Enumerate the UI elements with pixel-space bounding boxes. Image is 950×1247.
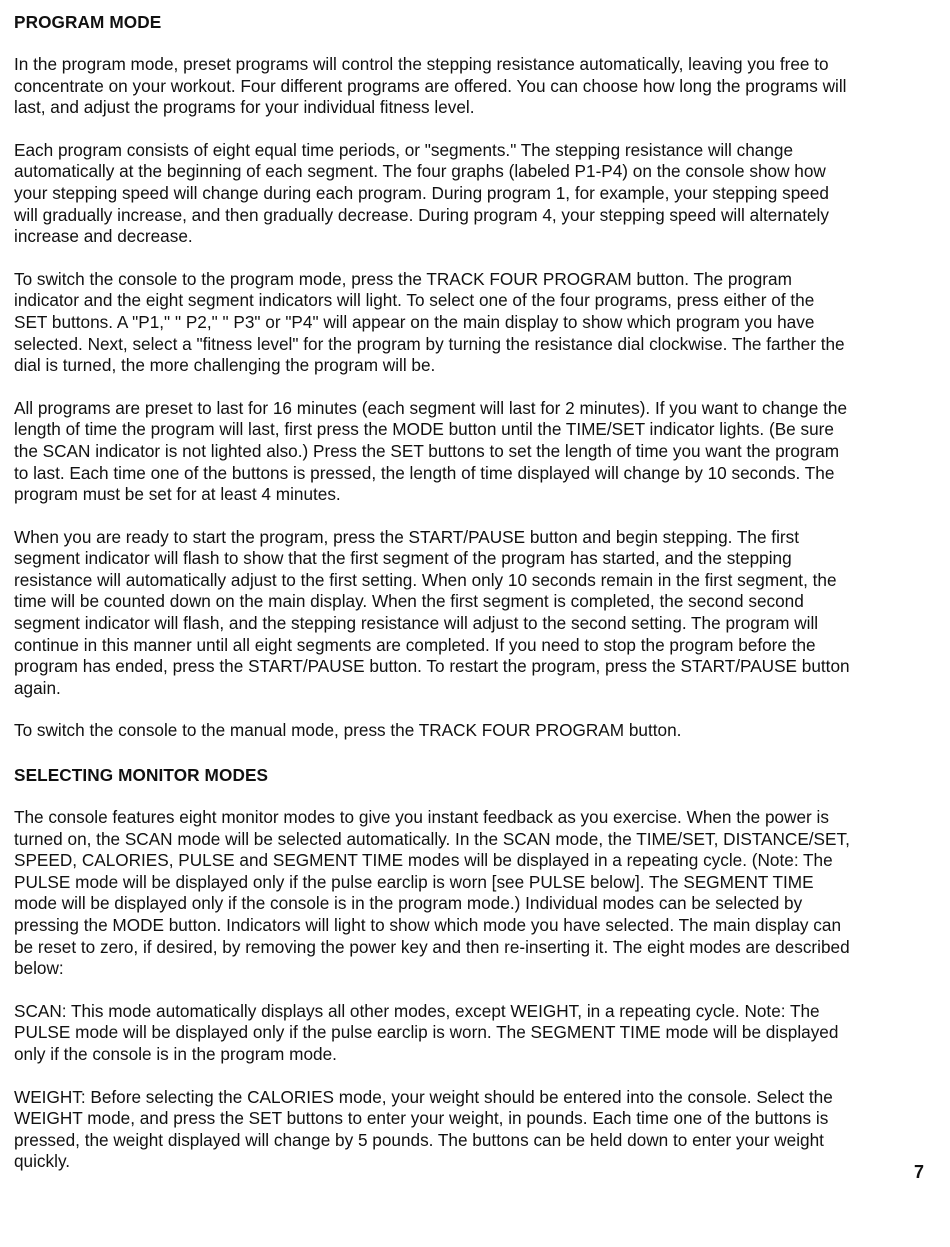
- paragraph: When you are ready to start the program, press the START/PAUSE button and begin stepping. The first segment indicator will flash to show that the first segment of the program has started, and the stepping resistance will automatically adjust to the first setting. When only 10 seconds remain in the first segment, the time will be counted down on the main display. When the first segment is completed, the second second segment indicator will flash, and the stepping resistance will adjust to the second setting. The program will continue in this manner until all eight segments are completed. If you need to stop the program before the program has ended, press the START/PAUSE button. To restart the program, press the START/PAUSE button again.: [14, 526, 850, 698]
- section-selecting-monitor-modes: [14, 763, 850, 1173]
- section-heading-program-mode: PROGRAM MODE: [14, 12, 162, 32]
- section-program-mode: [14, 10, 850, 742]
- paragraph: SCAN: This mode automatically displays all other modes, except WEIGHT, in a repeating cycle. Note: The PULSE mode will be displayed only if the pulse earclip is worn. The SEGMENT TIME mode will be displayed only if the console is in the program mode.: [14, 1000, 839, 1064]
- paragraph: All programs are preset to last for 16 minutes (each segment will last for 2 minutes). If you want to change the length of time the program will last, first press the MODE button until the TIME/SET indicator lights. (Be sure the SCAN indicator is not lighted also.) Press the SET buttons to set the length of time you want the program to last. Each time one of the buttons is pressed, the length of time displayed will change by 10 seconds. The program must be set for at least 4 minutes.: [14, 397, 848, 505]
- paragraph: The console features eight monitor modes to give you instant feedback as you exercise. When the power is turned on, the SCAN mode will be selected automatically. In the SCAN mode, the TIME/SET, DISTANCE/SET, SPEED, CALORIES, PULSE and SEGMENT TIME modes will be displayed in a repeating cycle. (Note: The PULSE mode will be displayed only if the pulse earclip is worn [see PULSE below]. The SEGMENT TIME mode will be displayed only if the console is in the program mode.) Individual modes can be selected by pressing the MODE button. Indicators will light to show which mode you have selected. The main display can be reset to zero, if desired, by removing the power key and then re-inserting it. The eight modes are described below:: [14, 807, 850, 979]
- paragraph: To switch the console to the manual mode, press the TRACK FOUR PROGRAM button.: [14, 720, 682, 741]
- page-number: 7: [913, 1162, 924, 1182]
- paragraph: To switch the console to the program mode, press the TRACK FOUR PROGRAM button. The program indicator and the eight segment indicators will light. To select one of the four programs, press either of the SET buttons. A "P1," " P2," " P3" or "P4" will appear on the main display to show which program you have selected. Next, select a "fitness level" for the program by turning the resistance dial clockwise. The farther the dial is turned, the more challenging the program will be.: [14, 268, 845, 376]
- manual-page: [14, 10, 850, 1194]
- section-heading-selecting-monitor-modes: SELECTING MONITOR MODES: [14, 765, 269, 786]
- paragraph: Each program consists of eight equal time periods, or "segments." The stepping resistance will change automatically at the beginning of each segment. The four graphs (labeled P1-P4) on the console show how your stepping speed will change during each program. During program 1, for example, your stepping speed will gradually increase, and then gradually decrease. During program 4, your stepping speed will alternately increase and decrease.: [14, 139, 829, 247]
- paragraph: WEIGHT: Before selecting the CALORIES mode, your weight should be entered into the console. Select the WEIGHT mode, and press the SET buttons to enter your weight, in pounds. Each time one of the buttons is pressed, the weight displayed will change by 5 pounds. The buttons can be held down to enter your weight quickly.: [14, 1086, 833, 1172]
- paragraph: In the program mode, preset programs will control the stepping resistance automatically, leaving you free to concentrate on your workout. Four different programs are offered. You can choose how long the programs will last, and adjust the programs for your individual fitness level.: [14, 54, 847, 118]
